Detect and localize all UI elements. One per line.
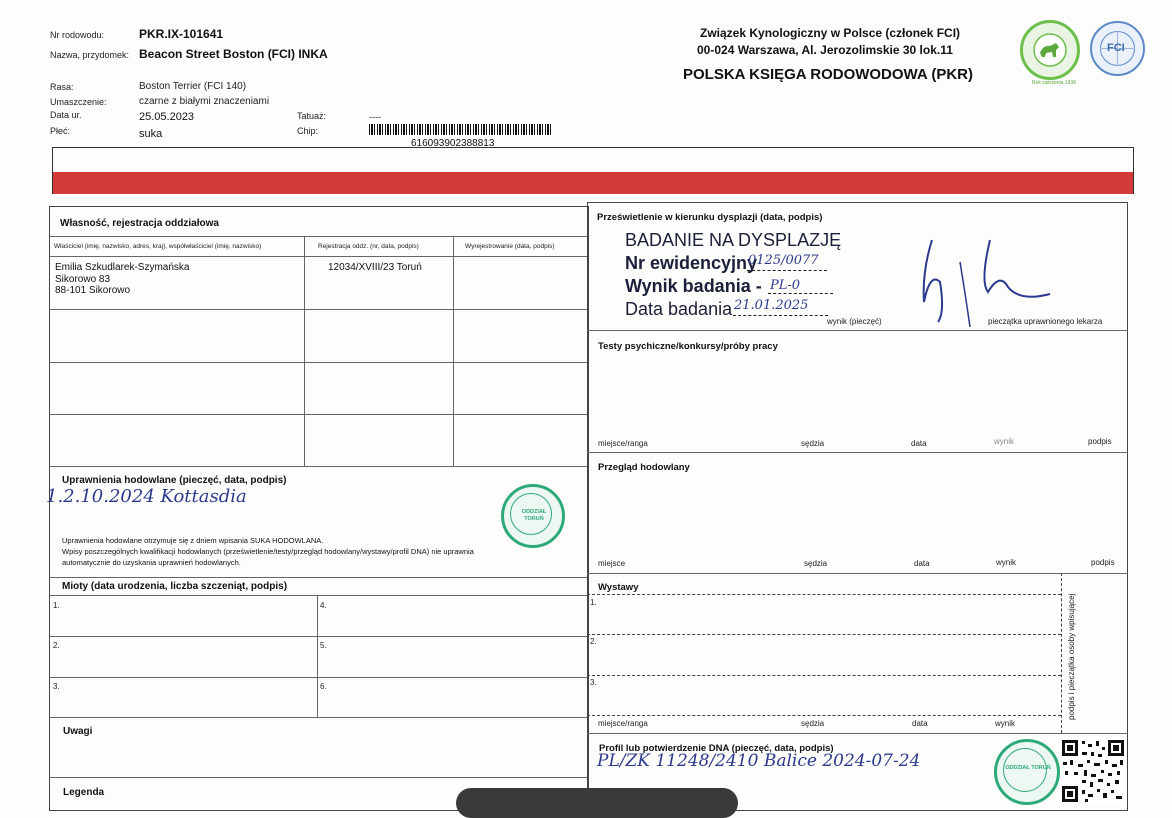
zkwp-sub: Rok założenia 1938 — [1032, 80, 1076, 86]
litter-4: 4. — [320, 601, 327, 610]
shows-col-result: wynik — [995, 719, 1016, 728]
shows-col-date: data — [912, 719, 928, 728]
dysplasia-stamp-result-label: Wynik badania - — [625, 276, 762, 296]
show-1: 1. — [590, 598, 597, 607]
review-col-judge: sędzia — [804, 559, 828, 568]
branch-stamp-1-text: ODDZIAŁ TORUŃ — [521, 509, 547, 522]
branch-stamp-2 — [994, 739, 1060, 805]
litter-2: 2. — [53, 641, 60, 650]
qr-code — [1060, 738, 1126, 804]
litter-3: 3. — [53, 682, 60, 691]
red-stripe — [53, 172, 1133, 194]
breed-label: Rasa: — [50, 82, 74, 92]
shows-col-judge: sędzia — [801, 719, 825, 728]
breeding-note-1: Uprawnienia hodowlane otrzymuje się z dniem wpisania SUKA HODOWLANA. — [62, 536, 324, 545]
vet-stamp-label: pieczątka uprawnionego lekarza — [988, 317, 1103, 326]
tests-col-date: data — [911, 439, 927, 448]
breeding-rights-handwriting: 1.2.10.2024 Kottasdia — [46, 486, 247, 507]
dob-value: 25.05.2023 — [139, 111, 195, 123]
dog-name-value: Beacon Street Boston (FCI) INKA — [139, 47, 328, 61]
org-name: Związek Kynologiczny w Polsce (członek FCI) — [700, 26, 961, 40]
owner-name: Emilia Szkudlarek-Szymańska — [55, 262, 190, 273]
dysplasia-stamp-nr-label: Nr ewidencyjny — [625, 253, 758, 273]
viewer-toolbar[interactable] — [456, 788, 738, 818]
owner-city: 88-101 Sikorowo — [55, 285, 131, 296]
review-col-date: data — [914, 559, 930, 568]
dob-label: Data ur. — [50, 110, 82, 120]
review-col-result: wynik — [996, 558, 1017, 567]
show-2: 2. — [590, 637, 597, 646]
dysplasia-nr-handwriting: 0125/0077 — [748, 253, 819, 268]
review-col-signature: podpis — [1091, 558, 1115, 567]
shows-title: Wystawy — [598, 582, 639, 593]
review-col-place: miejsce — [598, 559, 626, 568]
tests-title: Testy psychiczne/konkursy/próby pracy — [598, 341, 778, 352]
sex-value: suka — [139, 128, 163, 140]
dysplasia-date-handwriting: 21.01.2025 — [734, 298, 809, 313]
litter-1: 1. — [53, 601, 60, 610]
owner-cell — [55, 262, 190, 297]
tests-col-judge: sędzia — [801, 439, 825, 448]
owner-col-header: Właściciel (imię, nazwisko, adres, kraj), współwłaściciel (imię, nazwisko) — [54, 243, 262, 250]
litter-5: 5. — [320, 641, 327, 650]
deregistration-col-header: Wyrejestrowanie (data, podpis) — [465, 243, 555, 250]
dysplasia-stamp-heading: BADANIE NA DYSPLAZJĘ — [625, 230, 842, 250]
sex-label: Płeć: — [50, 126, 71, 136]
chip-barcode — [369, 124, 552, 135]
shows-side-label: podpis i pieczątka osoby wpisującej — [1067, 593, 1076, 720]
ownership-title: Własność, rejestracja oddziałowa — [60, 218, 219, 229]
reg-no-value: PKR.IX-101641 — [139, 27, 224, 41]
tattoo-value: ---- — [369, 112, 381, 122]
tests-col-result: wynik — [994, 437, 1015, 446]
registry-title: POLSKA KSIĘGA RODOWODOWA (PKR) — [683, 66, 973, 83]
name-label: Nazwa, przydomek: — [50, 50, 130, 60]
fci-logo-text: FCI — [1107, 42, 1125, 54]
zkwp-logo — [1020, 20, 1080, 80]
chip-number: 616093902388813 — [411, 138, 495, 149]
review-title: Przegląd hodowlany — [598, 462, 690, 473]
legend-title: Legenda — [63, 787, 105, 798]
branch-stamp-1 — [501, 484, 565, 548]
dysplasia-result-label: wynik (pieczęć) — [827, 317, 882, 326]
litter-6: 6. — [320, 682, 327, 691]
dysplasia-result-handwriting: PL-0 — [770, 278, 801, 293]
color-value: czarne z białymi znaczeniami — [139, 96, 270, 107]
breeding-rights-title: Uprawnienia hodowlane (pieczęć, data, podpis) — [62, 475, 287, 486]
tests-col-place: miejsce/ranga — [598, 439, 648, 448]
dna-title: Profil lub potwierdzenie DNA (pieczęć, data, podpis) — [599, 743, 834, 754]
tests-col-signature: podpis — [1088, 437, 1112, 446]
breeding-note-3: automatycznie do uzyskania uprawnień hodowlanych. — [62, 558, 241, 567]
breeding-note-2: Wpisy poszczególnych kwalifikacji hodowlanych (prześwietlenie/testy/przegląd hodowlany/wystawy/profil DNA) nie uprawnia — [62, 547, 474, 556]
breeding-rights-note — [62, 535, 474, 568]
registration-col-header: Rejestracja oddz. (nr, data, podpis) — [318, 243, 419, 250]
show-3: 3. — [590, 678, 597, 687]
color-band — [52, 147, 1134, 194]
org-address: 00-024 Warszawa, Al. Jerozolimskie 30 lok.11 — [697, 43, 953, 57]
remarks-title: Uwagi — [63, 726, 93, 737]
owner-street: Sikorowo 83 — [55, 273, 111, 285]
breed-value: Boston Terrier (FCI 140) — [139, 81, 247, 92]
fci-logo — [1090, 21, 1145, 76]
shows-col-place: miejsce/ranga — [598, 719, 648, 728]
branch-stamp-2-text: ODDZIAŁ TORUŃ — [1005, 765, 1051, 771]
color-label: Umaszczenie: — [50, 97, 107, 107]
dysplasia-title: Prześwietlenie w kierunku dysplazji (data, podpis) — [597, 212, 823, 223]
tattoo-label: Tatuaż: — [297, 111, 327, 121]
registration-value: 12034/XVIII/23 Toruń — [328, 262, 422, 273]
dysplasia-stamp-date-label: Data badania — [625, 299, 733, 319]
reg-no-label: Nr rodowodu: — [50, 30, 105, 40]
chip-label: Chip: — [297, 126, 319, 136]
dna-handwriting: PL/ZK 11248/2410 Balice 2024-07-24 — [597, 751, 921, 771]
litters-title: Mioty (data urodzenia, liczba szczeniąt, podpis) — [62, 581, 288, 592]
